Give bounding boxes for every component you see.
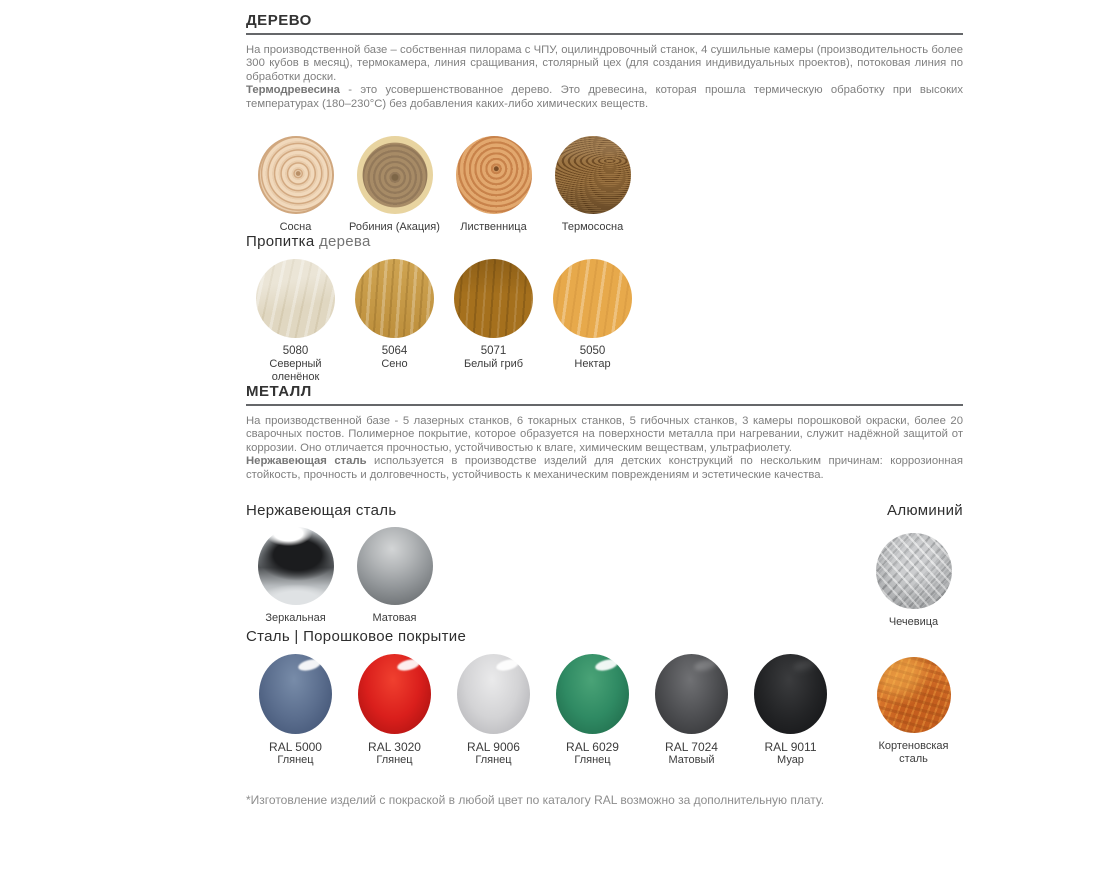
ral-5000: [246, 654, 345, 767]
impregnation-5050: [543, 259, 642, 371]
impregnation-5071-label: 5071 Белый гриб: [463, 345, 524, 371]
corten-steel: [864, 657, 963, 766]
stainless-steel-title: Нержавеющая сталь: [246, 502, 397, 520]
ral-9011-swatch: [754, 654, 827, 734]
metal-section: [246, 384, 963, 807]
metal-section-title: МЕТАЛЛ: [246, 383, 312, 401]
wood-paragraph-thermowood: [246, 84, 963, 111]
thermowood-term: Термодревесина: [246, 84, 340, 97]
robinia-label: Робиния (Акация): [349, 221, 440, 234]
aluminum-lentil: [864, 533, 963, 629]
impregnation-5064-label: 5064 Сено: [381, 345, 408, 371]
ral-7024: [642, 654, 741, 767]
powder-coating-row: [246, 654, 963, 767]
metal-paragraph-production: На производственной базе - 5 лазерных станков, 6 токарных станков, 5 гибочных станков, 3 камеры порошковой окраски, более 20 сварочных постов. Полимерное покрытие, которое образуется на поверхности металла при нагревании, служит надёжной защитой от коррозии. Оно отличается прочностью, устойчивостью к влаге, химическим веществам, ультрафиолету.: [246, 415, 963, 454]
metal-paragraph-stainless: [246, 455, 963, 482]
ral-footnote: *Изготовление изделий с покраской в любой цвет по каталогу RAL возможно за дополнительную плату.: [246, 793, 825, 808]
impregnation-title: [246, 234, 963, 250]
impregnation-5071-swatch: [454, 259, 533, 338]
thermowood-definition: - это усовершенствованное дерево. Это древесина, которая прошла термическую обработку при высоких температурах (180–230°С) без добавления каких-либо химических веществ.: [246, 84, 963, 110]
powder-coating-title: Сталь | Порошковое покрытие: [246, 628, 467, 646]
ral-5000-label: RAL 5000 Глянец: [269, 740, 322, 767]
stainless-mirror: [246, 527, 345, 625]
ral-9006: [444, 654, 543, 767]
ral-3020: [345, 654, 444, 767]
thermopine-wood-swatch: [555, 136, 631, 214]
wood-species-robinia: [345, 136, 444, 234]
matte-label: Матовая: [372, 612, 417, 625]
impregnation-5064: [345, 259, 444, 371]
wood-species-thermopine: [543, 136, 642, 234]
wood-section-title: ДЕРЕВО: [246, 12, 312, 29]
wood-species-row: [246, 136, 963, 234]
ral-6029-swatch: [556, 654, 629, 734]
corten-label: Кортеновская сталь: [878, 740, 949, 766]
ral-9006-label: RAL 9006 Глянец: [467, 740, 520, 767]
stainless-matte: [345, 527, 444, 625]
steel-aluminum-row: [246, 527, 963, 629]
impregnation-5071: [444, 259, 543, 371]
aluminum-title: Алюминий: [887, 502, 963, 520]
ral-6029-label: RAL 6029 Глянец: [566, 740, 619, 767]
stainless-term: Нержавеющая сталь: [246, 455, 367, 468]
ral-3020-swatch: [358, 654, 431, 734]
corten-steel-swatch: [877, 657, 951, 733]
ral-3020-label: RAL 3020 Глянец: [368, 740, 421, 767]
ral-9011-label: RAL 9011 Муар: [764, 740, 817, 767]
matte-steel-swatch: [357, 527, 433, 605]
impregnation-5080: [246, 259, 345, 384]
impregnation-5080-swatch: [256, 259, 335, 338]
pine-wood-swatch: [258, 136, 334, 214]
metal-section-divider: [246, 404, 963, 406]
impregnation-5050-swatch: [553, 259, 632, 338]
ral-9006-swatch: [457, 654, 530, 734]
stainless-steel-group: [246, 527, 444, 625]
wood-section: [246, 13, 963, 384]
ral-5000-swatch: [259, 654, 332, 734]
lentil-label: Чечевица: [888, 616, 939, 629]
thermopine-label: Термососна: [561, 221, 624, 234]
impregnation-5050-label: 5050 Нектар: [574, 345, 611, 371]
larch-label: Лиственница: [460, 221, 527, 234]
wood-species-larch: [444, 136, 543, 234]
ral-6029: [543, 654, 642, 767]
ral-7024-label: RAL 7024 Матовый: [665, 740, 718, 767]
impregnation-title-main: Пропитка: [246, 233, 315, 251]
steel-aluminum-headers: [246, 503, 963, 519]
impregnation-row: [246, 259, 963, 384]
mirror-label: Зеркальная: [265, 612, 326, 625]
ral-7024-swatch: [655, 654, 728, 734]
impregnation-5064-swatch: [355, 259, 434, 338]
wood-section-divider: [246, 33, 963, 35]
impregnation-title-sub: дерева: [318, 233, 371, 251]
wood-species-pine: [246, 136, 345, 234]
larch-wood-swatch: [456, 136, 532, 214]
pine-label: Сосна: [279, 221, 312, 234]
ral-9011: [741, 654, 840, 767]
stainless-definition: используется в производстве изделий для детских конструкций по нескольким причинам: коррозионная стойкость, прочность и долговечность, устойчивость к механическим повреждениям и эстетические качества.: [246, 455, 963, 481]
robinia-wood-swatch: [357, 136, 433, 214]
content-column: [246, 0, 963, 807]
wood-paragraph-production: На производственной базе – собственная пилорама с ЧПУ, оцилиндровочный станок, 4 сушильные камеры (производительность более 300 кубов в месяц), термокамера, линия сращивания, столярный цех (для создания индивидуальных проектов), потоковая линия по обработки доски.: [246, 44, 963, 83]
mirror-steel-swatch: [258, 527, 334, 605]
impregnation-5080-label: 5080 Северный оленёнок: [269, 345, 322, 384]
aluminum-diamond-plate-swatch: [876, 533, 952, 609]
